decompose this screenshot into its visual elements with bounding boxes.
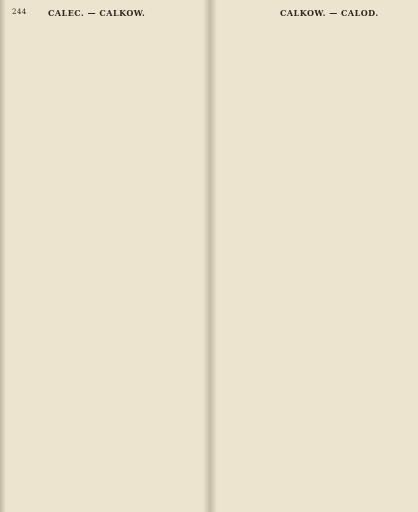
right-running-head: CALKOW. — CALOD. [280, 8, 379, 18]
right-text-column [218, 26, 410, 502]
page-number: 244 [12, 8, 27, 16]
left-running-head: CALEC. — CALKOW. [48, 8, 146, 18]
left-page-header [12, 7, 200, 21]
left-text-column [12, 26, 200, 502]
right-page-header [218, 7, 410, 21]
left-edge-shadow [0, 0, 6, 512]
book-gutter [203, 0, 217, 512]
